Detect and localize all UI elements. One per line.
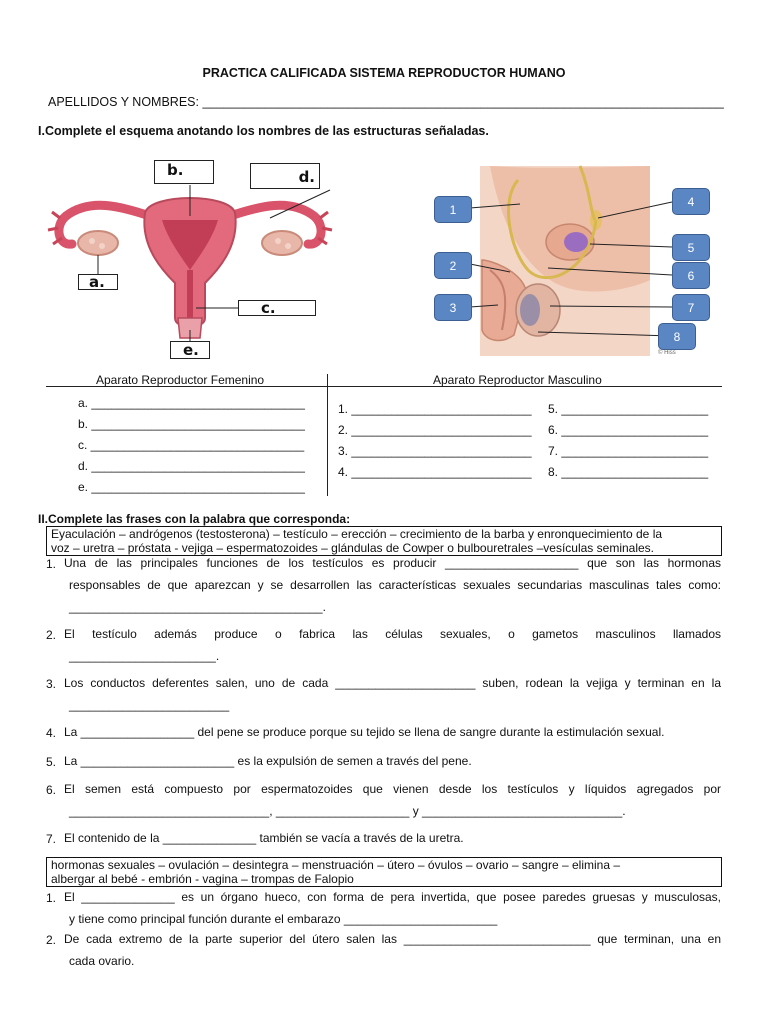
question-6-line-2[interactable]: ______________________________, ____________________ y ______________________________. [69, 804, 626, 818]
female-answer-e[interactable]: e. ________________________________ [78, 480, 305, 494]
marker-1: 1 [434, 196, 472, 223]
marker-5: 5 [672, 234, 710, 261]
question-number: 5. [46, 755, 57, 769]
marker-2: 2 [434, 252, 472, 279]
question-female-2-line-2: cada ovario. [69, 954, 135, 968]
label-box-c [238, 300, 316, 316]
marker-7: 7 [672, 294, 710, 321]
male-answer-4[interactable]: 4. ___________________________ [338, 465, 532, 479]
label-box-b [154, 160, 214, 184]
label-d: d. [298, 168, 315, 186]
male-diagram [430, 160, 730, 360]
female-answer-b[interactable]: b. ________________________________ [78, 417, 305, 431]
table-divider-vertical [327, 374, 328, 496]
question-2-line-2[interactable]: ______________________. [69, 649, 220, 663]
male-answer-6[interactable]: 6. ______________________ [548, 423, 709, 437]
male-answer-3[interactable]: 3. ___________________________ [338, 444, 532, 458]
male-column-title: Aparato Reproductor Masculino [433, 373, 602, 387]
word-bank-female-line-2: albergar al bebé - embrión - vagina – trompas de Falopio [51, 871, 354, 886]
male-answer-1[interactable]: 1. ___________________________ [338, 402, 532, 416]
word-bank-male-line-2: voz – uretra – próstata - vejiga – espermatozoides – glándulas de Cowper o bulbouretrales –vesículas seminales. [51, 540, 654, 555]
label-a: a. [89, 273, 105, 291]
question-number: 6. [46, 783, 57, 797]
label-box-e [170, 341, 210, 359]
label-e: e. [183, 341, 199, 359]
word-bank-female [46, 857, 722, 887]
word-bank-female-line-1: hormonas sexuales – ovulación – desintegra – menstruación – útero – óvulos – ovario – sangre – elimina – [51, 858, 621, 872]
question-female-1-line-1: El ______________ es un órgano hueco, con forma de pera invertida, que posee paredes gruesas y musculosas, [64, 890, 721, 904]
label-b: b. [167, 161, 184, 179]
word-bank-male-line-1: Eyaculación – andrógenos (testosterona) – testículo – erección – crecimiento de la barba y enronquecimiento de la [51, 527, 663, 541]
question-female-1-line-2[interactable]: y tiene como principal función durante el embarazo _______________________ [69, 912, 498, 926]
question-2-line-1: El testículo además produce o fabrica las células sexuales, o gametos masculinos llamados [64, 627, 721, 641]
section-1-heading: I.Complete el esquema anotando los nombres de las estructuras señaladas. [38, 124, 489, 138]
copyright-note: © Hiss [658, 350, 676, 356]
female-answer-a[interactable]: a. ________________________________ [78, 396, 305, 410]
question-number: 2. [46, 933, 57, 947]
marker-6: 6 [672, 262, 710, 289]
question-3-line-2[interactable]: ________________________ [69, 698, 230, 712]
names-field[interactable]: APELLIDOS Y NOMBRES: ___________________________________________________________________________ [48, 95, 724, 109]
question-number: 1. [46, 891, 57, 905]
question-7-line-1: El contenido de la ______________ también se vacía a través de la uretra. [64, 831, 464, 845]
label-box-d [250, 163, 320, 189]
female-answer-d[interactable]: d. ________________________________ [78, 459, 305, 473]
male-answer-5[interactable]: 5. ______________________ [548, 402, 709, 416]
question-1-line-3[interactable]: ______________________________________. [69, 600, 326, 614]
female-column-title: Aparato Reproductor Femenino [96, 373, 265, 387]
question-number: 3. [46, 677, 57, 691]
question-1-line-1: Una de las principales funciones de los testículos es producir ____________________ que son las hormonas [64, 556, 721, 570]
question-female-2-line-1: De cada extremo de la parte superior del útero salen las ____________________________ que terminan, una en [64, 932, 721, 946]
question-5-line-1: La _______________________ es la expulsión de semen a través del pene. [64, 754, 472, 768]
uterus-illustration [40, 158, 340, 368]
marker-4: 4 [672, 188, 710, 215]
male-answer-7[interactable]: 7. ______________________ [548, 444, 709, 458]
male-answer-2[interactable]: 2. ___________________________ [338, 423, 532, 437]
question-4-line-1: La _________________ del pene se produce porque su tejido se llena de sangre durante la estimulación sexual. [64, 725, 665, 739]
question-number: 2. [46, 628, 57, 642]
question-1-line-2: responsables de que aparezcan y se desarrollen las características sexuales secundarias masculinas tales como: [69, 578, 721, 592]
question-number: 7. [46, 832, 57, 846]
page-title: PRACTICA CALIFICADA SISTEMA REPRODUCTOR HUMANO [202, 66, 566, 80]
question-number: 4. [46, 726, 57, 740]
female-answer-c[interactable]: c. ________________________________ [78, 438, 305, 452]
section-2-heading: II.Complete las frases con la palabra que corresponda: [38, 512, 351, 526]
marker-8: 8 [658, 323, 696, 350]
question-number: 1. [46, 557, 57, 571]
label-c: c. [261, 299, 276, 317]
label-box-a [78, 274, 118, 290]
male-answer-8[interactable]: 8. ______________________ [548, 465, 709, 479]
female-diagram [40, 158, 340, 368]
marker-3: 3 [434, 294, 472, 321]
question-3-line-1: Los conductos deferentes salen, uno de cada _____________________ suben, rodean la vejiga y terminan en la [64, 676, 721, 690]
question-6-line-1: El semen está compuesto por espermatozoides que vienen desde los testículos y líquidos agregados por [64, 782, 721, 796]
